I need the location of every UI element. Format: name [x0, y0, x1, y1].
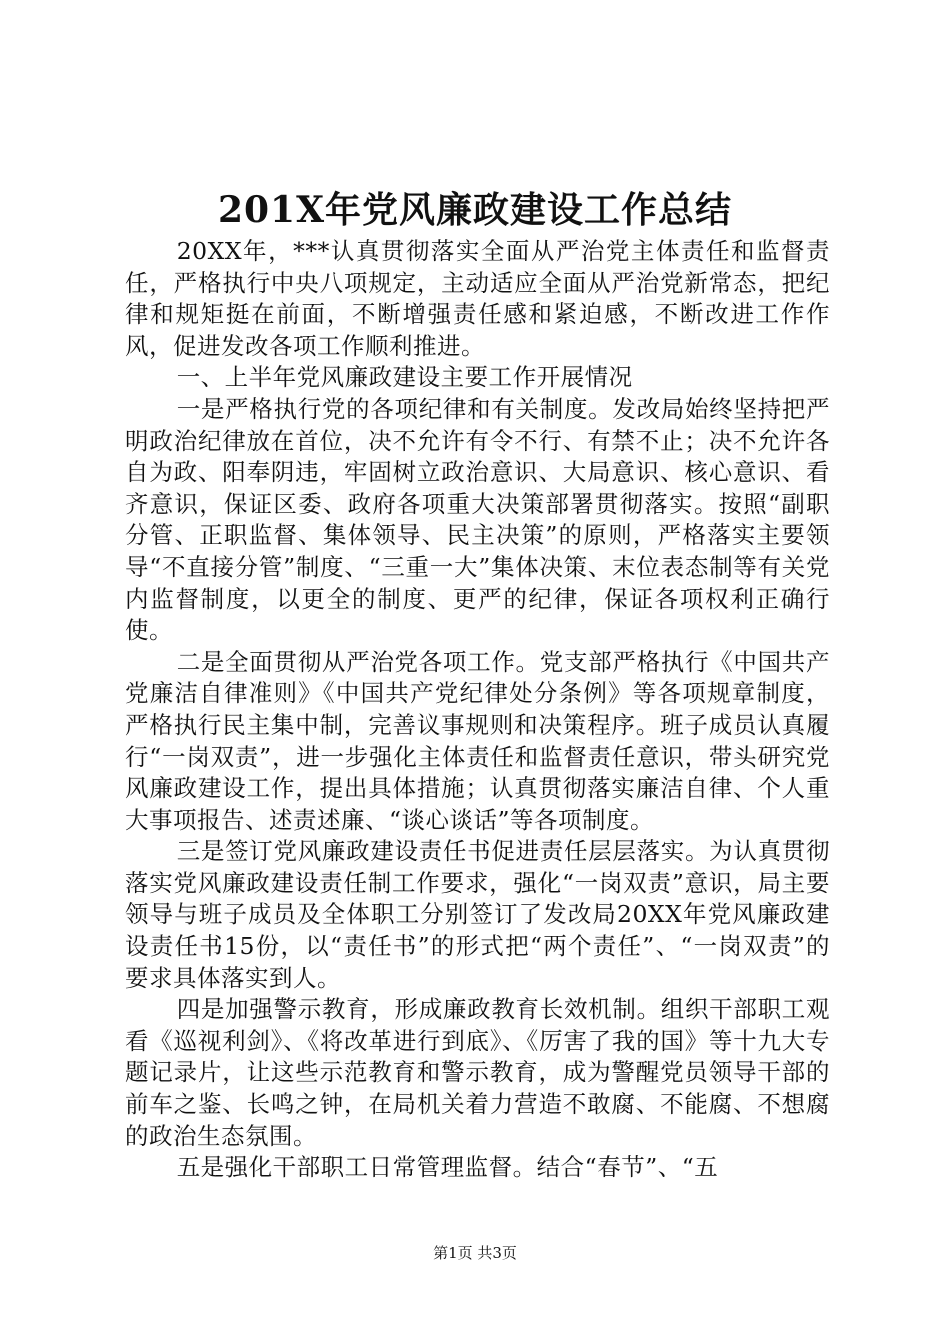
paragraph-item-4: 四是加强警示教育，形成廉政教育长效机制。组织干部职工观看《巡视利剑》、《将改革进行到底》、《厉害了我的国》等十九大专题记录片，让这些示范教育和警示教育，成为警醒党员领导干部的前车之鉴、长鸣之钟，在局机关着力营造不敢腐、不能腐、不想腐的政治生态氛围。 — [125, 995, 830, 1150]
document-body — [125, 236, 830, 1184]
document-title: 201X年党风廉政建设工作总结 — [217, 189, 733, 231]
section-heading: 一、上半年党风廉政建设主要工作开展情况 — [176, 363, 633, 392]
paragraph-item-1: 一是严格执行党的各项纪律和有关制度。发改局始终坚持把严明政治纪律放在首位，决不允许有令不行、有禁不止；决不允许各自为政、阳奉阴违，牢固树立政治意识、大局意识、核心意识、看齐意识，保证区委、政府各项重大决策部署贯彻落实。按照“副职分管、正职监督、集体领导、民主决策”的原则，严格落实主要领导“不直接分管”制度、“三重一大”集体决策、末位表态制等有关党内监督制度，以更全的制度、更严的纪律，保证各项权利正确行使。 — [125, 394, 830, 645]
page-number-footer: 第1页 共3页 — [433, 1244, 517, 1262]
paragraph-intro: 20XX年，***认真贯彻落实全面从严治党主体责任和监督责任，严格执行中央八项规定，主动适应全面从严治党新常态，把纪律和规矩挺在前面，不断增强责任感和紧迫感，不断改进工作作风，促进发改各项工作顺利推进。 — [125, 237, 830, 360]
paragraph-item-3: 三是签订党风廉政建设责任书促进责任层层落实。为认真贯彻落实党风廉政建设责任制工作要求，强化“一岗双责”意识，局主要领导与班子成员及全体职工分别签订了发改局20XX年党风廉政建设责任书15份，以“责任书”的形式把“两个责任”、“一岗双责”的要求具体落实到人。 — [125, 837, 830, 992]
paragraph-item-5: 五是强化干部职工日常管理监督。结合“春节”、“五 — [176, 1153, 719, 1182]
paragraph-item-2: 二是全面贯彻从严治党各项工作。党支部严格执行《中国共产党廉洁自律准则》《中国共产党纪律处分条例》等各项规章制度，严格执行民主集中制，完善议事规则和决策程序。班子成员认真履行“一岗双责”，进一步强化主体责任和监督责任意识，带头研究党风廉政建设工作，提出具体措施；认真贯彻落实廉洁自律、个人重大事项报告、述责述廉、“谈心谈话”等各项制度。 — [125, 647, 830, 834]
